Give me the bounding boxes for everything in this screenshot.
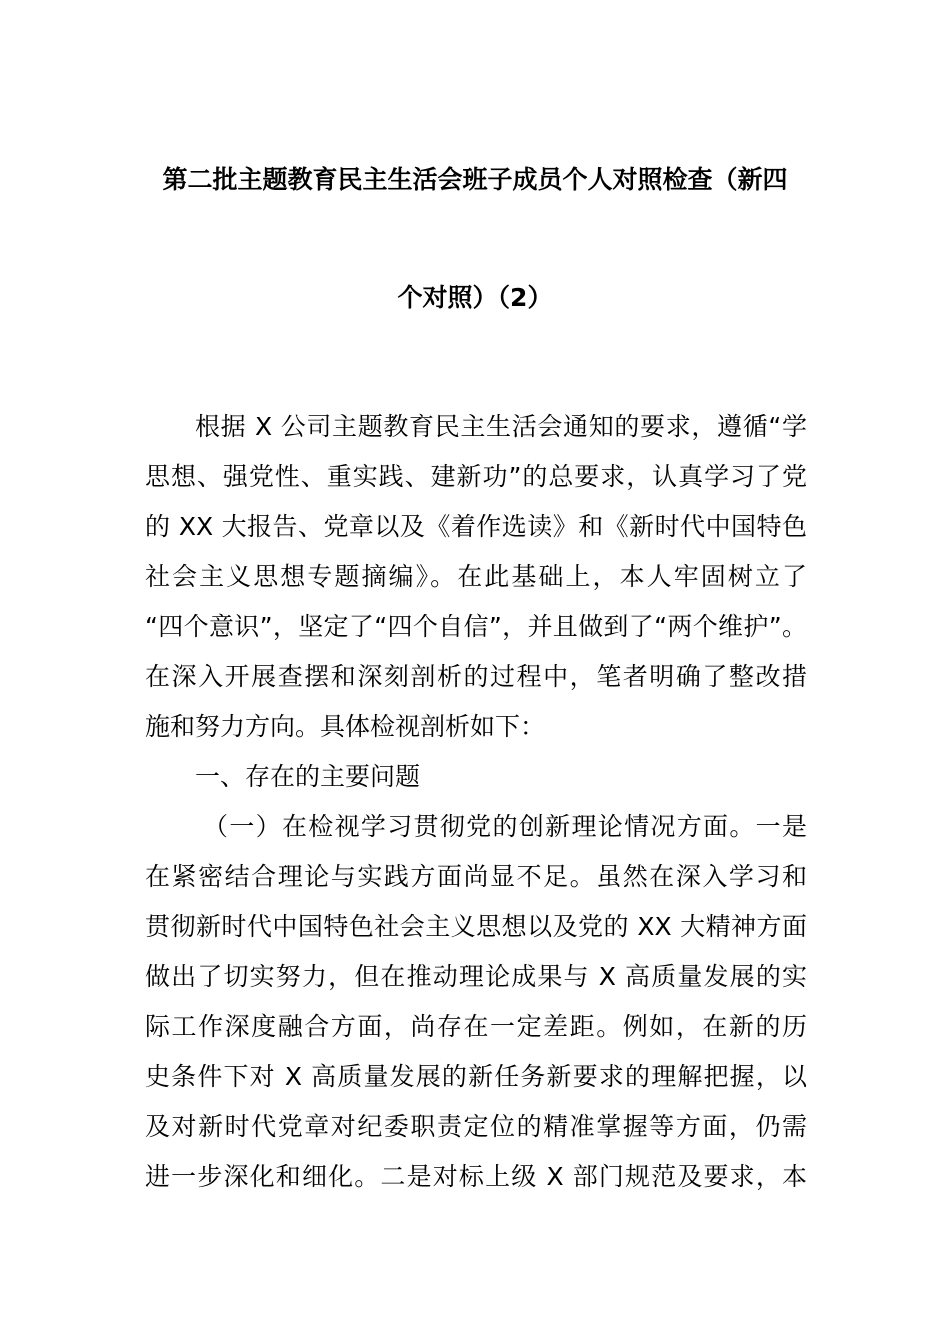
paragraph-line: 际工作深度融合方面，尚存在一定差距。例如，在新的历: [145, 1012, 807, 1041]
paragraph-line: 根据 X 公司主题教育民主生活会通知的要求，遵循“学: [195, 412, 807, 441]
document-title-line-1: 第二批主题教育民主生活会班子成员个人对照检查（新四: [162, 165, 788, 194]
paragraph-line: 进一步深化和细化。二是对标上级 X 部门规范及要求，本: [145, 1162, 807, 1191]
paragraph-line: 史条件下对 X 高质量发展的新任务新要求的理解把握，以: [145, 1062, 807, 1091]
paragraph-line: “四个意识”，坚定了“四个自信”，并且做到了“两个维护”。: [145, 612, 807, 641]
document-body: [145, 402, 807, 1202]
document-title-line-2: 个对照）（2）: [397, 283, 553, 312]
paragraph-line: 社会主义思想专题摘编》。在此基础上，本人牢固树立了: [145, 562, 807, 591]
paragraph-line: 做出了切实努力，但在推动理论成果与 X 高质量发展的实: [145, 962, 807, 991]
paragraph-line: 的 XX 大报告、党章以及《着作选读》和《新时代中国特色: [145, 512, 807, 541]
subsection-line: （一）在检视学习贯彻党的创新理论情况方面。一是: [203, 812, 807, 841]
paragraph-line: 贯彻新时代中国特色社会主义思想以及党的 XX 大精神方面: [145, 912, 807, 941]
paragraph-line: 及对新时代党章对纪委职责定位的精准掌握等方面，仍需: [145, 1112, 807, 1141]
paragraph-line: 施和努力方向。具体检视剖析如下：: [145, 712, 546, 741]
section-heading: 一、存在的主要问题: [195, 762, 421, 791]
paragraph-line: 在深入开展查摆和深刻剖析的过程中，笔者明确了整改措: [145, 662, 807, 691]
paragraph-line: 在紧密结合理论与实践方面尚显不足。虽然在深入学习和: [145, 862, 807, 891]
paragraph-line: 思想、强党性、重实践、建新功”的总要求，认真学习了党: [145, 462, 807, 491]
